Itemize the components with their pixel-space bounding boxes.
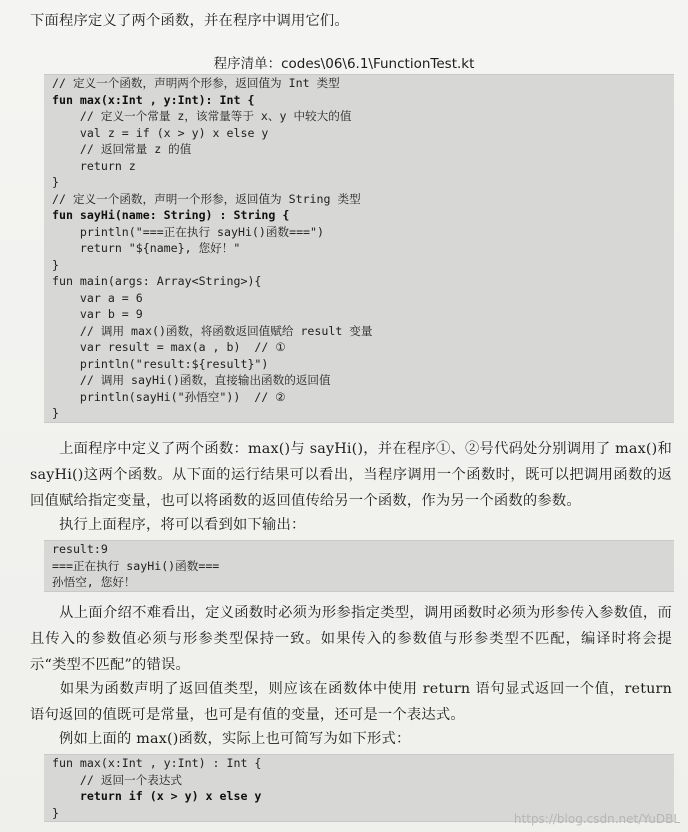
code-line: return z bbox=[52, 158, 136, 173]
code-line: fun max(x:Int , y:Int) : Int { bbox=[52, 756, 262, 770]
code-line: fun main(args: Array<String>){ bbox=[52, 274, 262, 288]
code-line: var b = 9 bbox=[52, 307, 143, 321]
code-line: } bbox=[52, 805, 59, 820]
output-line: 孙悟空, 您好！ bbox=[52, 575, 136, 589]
paragraph-3: 从上面介绍不难看出，定义函数时必须为形参指定类型，调用函数时必须为形参传入参数值，而且传入的参数值必须与形参类型保持一致。如果传入的参数值与形参类型不匹配，编译时将会提示“类型不匹配”的错误。 bbox=[30, 605, 672, 673]
intro-text: 下面程序定义了两个函数，并在程序中调用它们。 bbox=[30, 13, 349, 29]
code-line: val z = if (x > y) x else y bbox=[52, 125, 269, 140]
output-line: ===正在执行 sayHi()函数=== bbox=[52, 558, 220, 573]
code-line: } bbox=[52, 406, 59, 420]
code-line: // 调用 max()函数，将函数返回值赋给 result 变量 bbox=[52, 323, 373, 338]
watermark-text: https://blog.csdn.net/YuDBL bbox=[513, 812, 680, 826]
listing-caption: 程序清单：codes\06\6.1\FunctionTest.kt bbox=[213, 56, 475, 72]
code-line: } bbox=[52, 175, 59, 189]
output-line: result:9 bbox=[52, 542, 108, 556]
code-line: return "${name}, 您好！" bbox=[52, 241, 241, 255]
code-line: println("===正在执行 sayHi()函数===") bbox=[52, 224, 324, 239]
code-line: fun max(x:Int , y:Int): Int { bbox=[52, 92, 255, 107]
code-line: return if (x > y) x else y bbox=[52, 789, 262, 803]
paragraph-5: 例如上面的 max()函数，实际上也可简写为如下形式： bbox=[30, 731, 411, 747]
code-line: // 定义一个常量 z，该常量等于 x、y 中较大的值 bbox=[52, 109, 352, 123]
code-listing-1 bbox=[44, 74, 674, 423]
code-line: var result = max(a , b) // ① bbox=[52, 340, 286, 354]
paragraph-2: 执行上面程序，将可以看到如下输出： bbox=[30, 517, 306, 533]
code-line: println("result:${result}") bbox=[52, 356, 269, 371]
code-line: // 返回一个表达式 bbox=[52, 772, 183, 787]
code-line: } bbox=[52, 257, 59, 272]
output-listing bbox=[44, 540, 674, 592]
paragraph-4: 如果为函数声明了返回值类型，则应该在函数体中使用 return 语句显式返回一个值，return 语句返回的值既可是常量，也可是有值的变量，还可是一个表达式。 bbox=[30, 681, 677, 723]
code-line: // 定义一个函数，声明一个形参，返回值为 String 类型 bbox=[52, 191, 361, 206]
code-line: // 调用 sayHi()函数，直接输出函数的返回值 bbox=[52, 373, 331, 387]
code-line: // 返回常量 z 的值 bbox=[52, 142, 192, 156]
code-line: var a = 6 bbox=[52, 290, 143, 305]
code-line: // 定义一个函数，声明两个形参，返回值为 Int 类型 bbox=[52, 76, 340, 90]
code-line: println(sayHi("孙悟空")) // ② bbox=[52, 389, 286, 404]
paragraph-1: 上面程序中定义了两个函数：max()与 sayHi()，并在程序①、②号代码处分别调用了 max()和 sayHi()这两个函数。从下面的运行结果可以看出，当程序调用一个函数时，既可以把调用函数的返回值赋给指定变量，也可以将函数的返回值传给另一个函数，作为另一个函数的参数。 bbox=[30, 441, 677, 509]
code-line: fun sayHi(name: String) : String { bbox=[52, 208, 290, 222]
